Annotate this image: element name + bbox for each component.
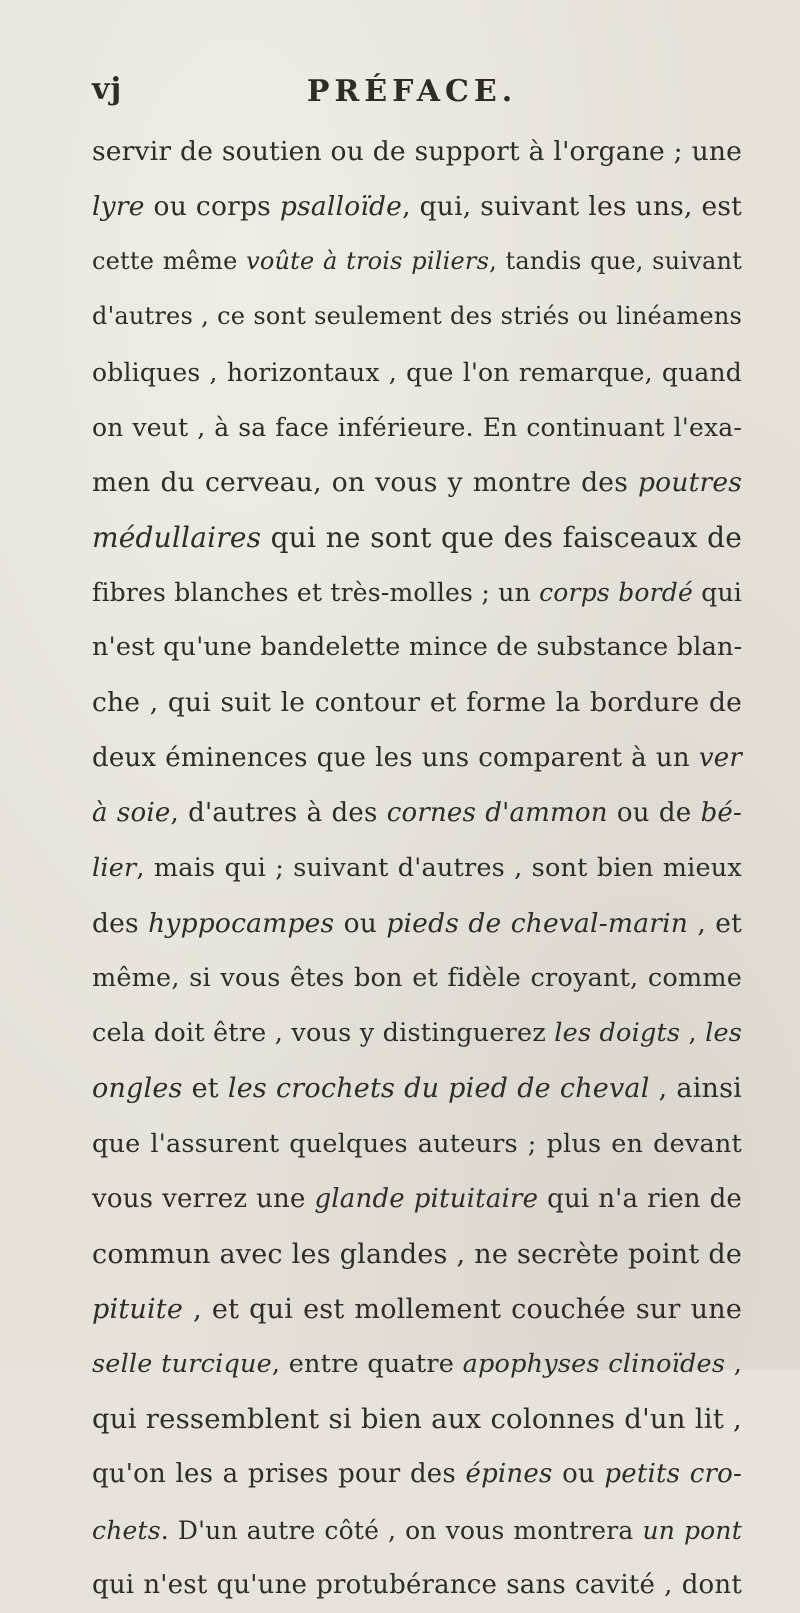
- text-line: même, si vous êtes bon et fidèle croyant, comme: [92, 963, 742, 994]
- text-line: pituite , et qui est mollement couchée sur une: [92, 1293, 742, 1325]
- text-line: obliques , horizontaux , que l'on remarque, quand: [92, 357, 742, 387]
- text-line: d'autres , ce sont seulement des striés ou linéamens: [92, 302, 742, 331]
- page-header: [92, 72, 732, 116]
- text-line: deux éminences que les uns comparent à un ver: [92, 742, 742, 773]
- body-text: [92, 124, 742, 1613]
- text-line: à soie, d'autres à des cornes d'ammon ou de bé-: [92, 797, 743, 828]
- text-line: men du cerveau, on vous y montre des poutres: [92, 466, 742, 498]
- running-head: PRÉFACE.: [306, 74, 518, 109]
- text-line: che , qui suit le contour et forme la bordure de: [92, 687, 742, 719]
- text-line: chets. D'un autre côté , on vous montrera un pont: [92, 1515, 742, 1545]
- text-line: n'est qu'une bandelette mince de substance blan-: [92, 632, 743, 663]
- page-number: vj: [92, 72, 123, 107]
- text-line: on veut , à sa face inférieure. En continuant l'exa-: [92, 412, 742, 442]
- text-line: médullaires qui ne sont que des faisceaux de: [92, 520, 742, 554]
- text-line: lier, mais qui ; suivant d'autres , sont bien mieux: [92, 852, 742, 883]
- text-line: servir de soutien ou de support à l'organe ; une: [92, 136, 742, 167]
- text-line: commun avec les glandes , ne secrète point de: [92, 1238, 742, 1270]
- text-line: qui ressemblent si bien aux colonnes d'un lit ,: [92, 1403, 742, 1436]
- text-line: lyre ou corps psalloïde, qui, suivant les uns, est: [92, 191, 742, 223]
- text-line: vous verrez une glande pituitaire qui n'a rien de: [92, 1183, 743, 1214]
- text-line: qu'on les a prises pour des épines ou petits cro-: [92, 1459, 742, 1490]
- text-line: selle turcique, entre quatre apophyses clinoïdes ,: [92, 1349, 742, 1380]
- text-line: qui n'est qu'une protubérance sans cavité , dont: [92, 1569, 742, 1600]
- text-line: ongles et les crochets du pied de cheval , ainsi: [92, 1073, 743, 1105]
- text-line: fibres blanches et très-molles ; un corps bordé qui: [92, 578, 742, 608]
- text-line: que l'assurent quelques auteurs ; plus en devant: [92, 1128, 742, 1159]
- text-line: cela doit être , vous y distinguerez les doigts , les: [92, 1018, 743, 1049]
- text-line: des hyppocampes ou pieds de cheval-marin , et: [92, 907, 742, 939]
- text-line: cette même voûte à trois piliers, tandis que, suivant: [92, 247, 742, 276]
